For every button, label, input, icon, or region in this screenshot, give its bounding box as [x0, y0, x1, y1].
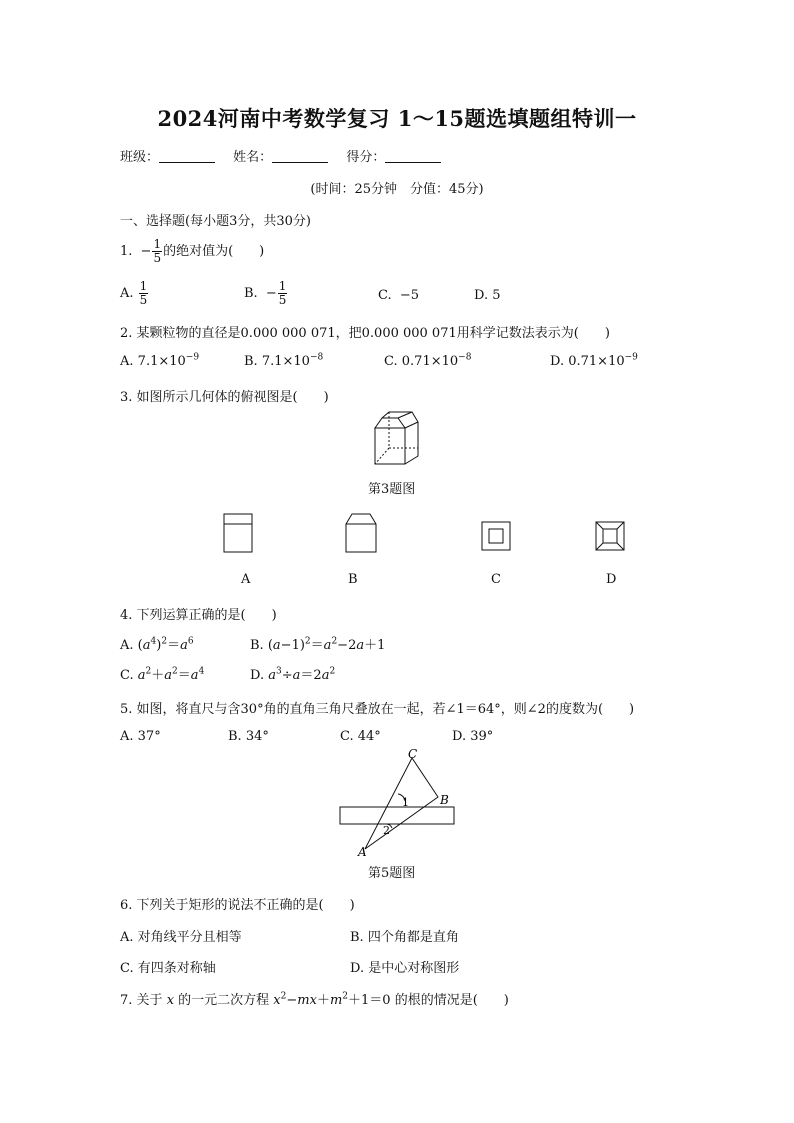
q5-triangle-figure: [330, 748, 464, 858]
q4-option-b[interactable]: B. $(a-1)^2=a^2-2a+1$: [250, 636, 386, 653]
question-2: 2. 某颗粒物的直径是0.000 000 071，把0.000 000 071用科学记数法表示为( ): [120, 326, 610, 341]
q6-option-c[interactable]: C. 有四条对称轴: [120, 961, 216, 976]
q3-label-d: D: [606, 572, 617, 587]
q1-frac-den: 5: [153, 251, 162, 265]
option-exponent: −8: [309, 352, 324, 363]
option-exponent: −9: [185, 352, 200, 363]
q1-frac-num: 1: [153, 237, 162, 251]
question-3: 3. 如图所示几何体的俯视图是( ): [120, 390, 329, 405]
option-label: A.: [120, 354, 134, 369]
q2-option-c[interactable]: [384, 354, 471, 369]
score-label: 得分：: [346, 150, 386, 165]
q6-option-b[interactable]: B. 四个角都是直角: [350, 930, 459, 945]
q1-sign: −: [140, 244, 152, 259]
q1-tail: 的绝对值为( ): [163, 244, 265, 259]
option-base: 7.1×10: [137, 354, 186, 369]
q6-option-d[interactable]: D. 是中心对称图形: [350, 961, 460, 976]
page-title: 2024河南中考数学复习 1～15题选填题组特训一: [157, 106, 637, 131]
label-a: A: [358, 845, 367, 858]
label-c: C: [408, 748, 418, 761]
option-base: 0.71×10: [401, 354, 459, 369]
q7-prefix: 7. 关于: [120, 993, 163, 1008]
option-sign: −: [265, 286, 277, 301]
q5-option-d[interactable]: D. 39°: [452, 729, 494, 744]
option-text: 5: [492, 288, 501, 303]
label-b: B: [440, 793, 449, 807]
score-blank[interactable]: [385, 148, 441, 163]
option-label: D.: [250, 668, 265, 683]
time-info: (时间：25分钟 分值：45分): [310, 182, 484, 197]
frac-den: 5: [139, 293, 148, 307]
q1-option-a[interactable]: [120, 280, 149, 307]
option-label: A.: [120, 286, 134, 301]
option-base: 0.71×10: [568, 354, 625, 369]
q3-solid-figure: [370, 408, 422, 468]
q1-number: 1.: [120, 244, 133, 259]
q3-caption: 第3题图: [368, 482, 416, 497]
option-label: C.: [378, 288, 392, 303]
class-blank[interactable]: [159, 148, 215, 163]
q4-option-c[interactable]: C. $a^2+a^2=a^4$: [120, 666, 205, 683]
q2-option-b[interactable]: [244, 354, 323, 369]
q4-option-a[interactable]: A. $(a^4)^2=a^6$: [120, 636, 194, 653]
name-label: 姓名：: [233, 150, 273, 165]
q6-option-a[interactable]: A. 对角线平分且相等: [120, 930, 242, 945]
option-label: B.: [250, 638, 264, 653]
option-base: 7.1×10: [261, 354, 310, 369]
frac-num: 1: [139, 279, 148, 293]
q1-b-fraction: [278, 280, 288, 307]
option-text: −5: [399, 288, 420, 303]
q3-label-b: B: [348, 572, 358, 587]
class-label: 班级：: [120, 150, 160, 165]
q5-option-c[interactable]: C. 44°: [340, 729, 381, 744]
q3-option-d-figure[interactable]: [594, 520, 626, 552]
option-label: B.: [244, 354, 258, 369]
option-label: B.: [244, 286, 258, 301]
student-info-line: [120, 146, 455, 165]
name-blank[interactable]: [272, 148, 328, 163]
q3-option-a-figure[interactable]: [222, 512, 254, 554]
option-label: D.: [550, 354, 565, 369]
q5-option-a[interactable]: A. 37°: [120, 729, 161, 744]
q5-caption: 第5题图: [368, 866, 416, 881]
q1-fraction: [152, 238, 162, 265]
frac-num: 1: [278, 279, 287, 293]
q1-a-fraction: [139, 280, 149, 307]
q5-option-b[interactable]: B. 34°: [228, 729, 269, 744]
question-6: 6. 下列关于矩形的说法不正确的是( ): [120, 898, 355, 913]
option-label: C.: [384, 354, 398, 369]
option-label: C.: [120, 668, 134, 683]
question-5: 5. 如图，将直尺与含30°角的直角三角尺叠放在一起，若∠1＝64°，则∠2的度数为( ): [120, 702, 635, 717]
q7-tail: 的根的情况是( ): [394, 993, 509, 1008]
q1-option-c[interactable]: [378, 288, 419, 303]
angle-2-label: 2: [383, 824, 390, 837]
option-label: A.: [120, 638, 134, 653]
q3-label-c: C: [491, 572, 501, 587]
q3-label-a: A: [241, 572, 251, 587]
frac-den: 5: [278, 293, 287, 307]
option-exponent: −9: [624, 352, 638, 363]
q2-option-d[interactable]: [550, 354, 638, 369]
option-label: D.: [474, 288, 489, 303]
q1-option-d[interactable]: [474, 288, 501, 303]
question-7: 7. 关于 x 的一元二次方程 $x^2-mx+m^2+1=0$ 的根的情况是( ): [120, 991, 509, 1008]
question-4: 4. 下列运算正确的是( ): [120, 608, 277, 623]
question-1: [120, 238, 264, 265]
angle-1-label: 1: [402, 796, 409, 809]
option-exponent: −8: [458, 352, 472, 363]
q4-option-d[interactable]: D. $a^3\div a=2a^2$: [250, 666, 336, 683]
section-heading: 一、选择题(每小题3分，共30分): [120, 214, 311, 229]
q1-option-b[interactable]: [244, 280, 288, 307]
q2-option-a[interactable]: [120, 354, 199, 369]
q3-option-c-figure[interactable]: [480, 520, 512, 552]
q3-option-b-figure[interactable]: [344, 512, 378, 554]
